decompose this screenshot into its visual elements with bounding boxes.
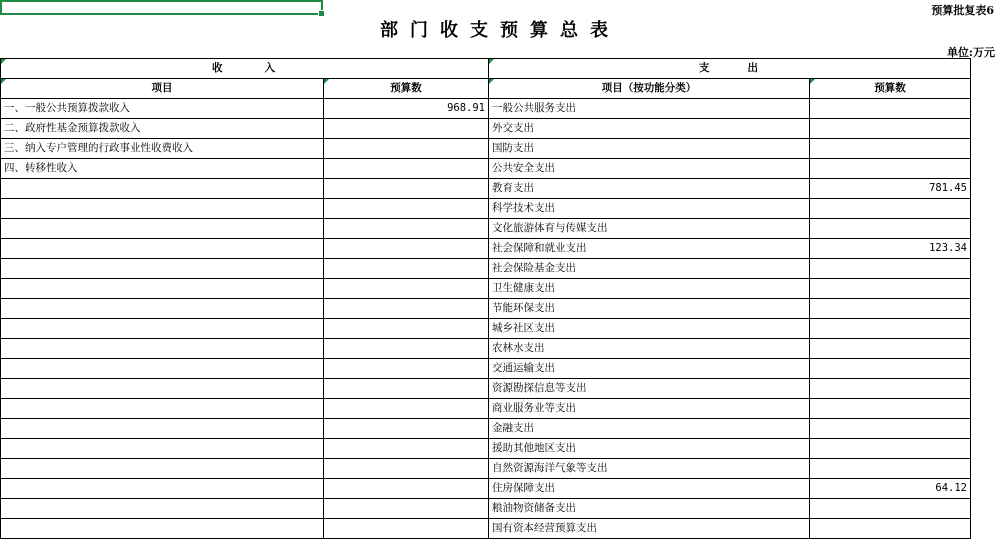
expense-amount-cell[interactable] [810,99,971,119]
income-amount-cell[interactable] [324,239,489,259]
table-row [1,219,971,239]
section-header-row [1,59,971,79]
header-expense-item[interactable]: 项目（按功能分类） [489,79,810,99]
expense-amount-cell[interactable]: 64.12 [810,479,971,499]
expense-amount-cell[interactable]: 123.34 [810,239,971,259]
expense-item-cell[interactable]: 农林水支出 [489,339,810,359]
income-amount-cell[interactable] [324,399,489,419]
expense-item-cell[interactable]: 商业服务业等支出 [489,399,810,419]
income-amount-cell[interactable] [324,519,489,539]
table-row [1,459,971,479]
expense-amount-cell[interactable] [810,299,971,319]
income-item-cell[interactable]: 一、一般公共预算拨款收入 [1,99,324,119]
expense-amount-cell[interactable] [810,519,971,539]
income-amount-cell[interactable] [324,139,489,159]
table-row [1,419,971,439]
income-item-cell[interactable] [1,179,324,199]
expense-item-cell[interactable]: 社会保险基金支出 [489,259,810,279]
expense-amount-cell[interactable] [810,279,971,299]
expense-item-cell[interactable]: 节能环保支出 [489,299,810,319]
section-expense[interactable]: 支 出 [489,59,971,79]
income-amount-cell[interactable] [324,479,489,499]
comment-marker [1,79,6,84]
expense-amount-cell[interactable] [810,199,971,219]
income-item-cell[interactable] [1,259,324,279]
expense-item-cell[interactable]: 交通运输支出 [489,359,810,379]
income-item-cell[interactable]: 三、纳入专户管理的行政事业性收费收入 [1,139,324,159]
income-amount-cell[interactable] [324,159,489,179]
table-row [1,519,971,539]
income-amount-cell[interactable] [324,339,489,359]
income-item-cell[interactable] [1,439,324,459]
table-row [1,499,971,519]
income-item-cell[interactable] [1,379,324,399]
table-row [1,399,971,419]
income-amount-cell[interactable] [324,279,489,299]
expense-item-cell[interactable]: 社会保障和就业支出 [489,239,810,259]
unit-label: 单位:万元 [946,46,995,59]
expense-item-cell[interactable]: 金融支出 [489,419,810,439]
expense-item-cell[interactable]: 住房保障支出 [489,479,810,499]
income-item-cell[interactable] [1,279,324,299]
form-code: 预算批复表6 [931,4,994,17]
income-item-cell[interactable] [1,339,324,359]
header-income-amount[interactable]: 预算数 [324,79,489,99]
income-amount-cell[interactable] [324,119,489,139]
income-amount-cell[interactable] [324,179,489,199]
table-row [1,339,971,359]
expense-item-cell[interactable]: 教育支出 [489,179,810,199]
column-header-row [1,79,971,99]
expense-amount-cell[interactable] [810,319,971,339]
expense-item-cell[interactable]: 一般公共服务支出 [489,99,810,119]
income-amount-cell[interactable] [324,319,489,339]
table-row [1,319,971,339]
selected-cell[interactable] [0,0,323,15]
comment-marker [810,79,815,84]
expense-amount-cell[interactable] [810,439,971,459]
expense-item-cell[interactable]: 粮油物资储备支出 [489,499,810,519]
income-item-cell[interactable] [1,239,324,259]
expense-amount-cell[interactable] [810,139,971,159]
page-title: 部门收支预算总表 [380,20,620,41]
expense-amount-cell[interactable] [810,499,971,519]
expense-item-cell[interactable]: 国防支出 [489,139,810,159]
expense-item-cell[interactable]: 科学技术支出 [489,199,810,219]
expense-item-cell[interactable]: 公共安全支出 [489,159,810,179]
table-row [1,239,971,259]
table-row [1,119,971,139]
income-item-cell[interactable]: 二、政府性基金预算拨款收入 [1,119,324,139]
table-row [1,359,971,379]
income-item-cell[interactable] [1,479,324,499]
expense-amount-cell[interactable] [810,119,971,139]
income-amount-cell[interactable] [324,199,489,219]
table-row [1,299,971,319]
income-item-cell[interactable] [1,419,324,439]
header-income-item[interactable]: 项目 [1,79,324,99]
income-item-cell[interactable] [1,359,324,379]
table-row [1,259,971,279]
comment-marker [489,79,494,84]
income-item-cell[interactable] [1,399,324,419]
expense-item-cell[interactable]: 资源勘探信息等支出 [489,379,810,399]
expense-amount-cell[interactable] [810,339,971,359]
income-item-cell[interactable] [1,199,324,219]
expense-amount-cell[interactable] [810,159,971,179]
expense-item-cell[interactable]: 外交支出 [489,119,810,139]
expense-amount-cell[interactable] [810,359,971,379]
income-amount-cell[interactable]: 968.91 [324,99,489,119]
expense-item-cell[interactable]: 国有资本经营预算支出 [489,519,810,539]
expense-item-cell[interactable]: 自然资源海洋气象等支出 [489,459,810,479]
income-amount-cell[interactable] [324,259,489,279]
expense-amount-cell[interactable] [810,419,971,439]
income-amount-cell[interactable] [324,439,489,459]
expense-amount-cell[interactable] [810,379,971,399]
income-amount-cell[interactable] [324,459,489,479]
budget-table [0,58,971,539]
income-item-cell[interactable] [1,319,324,339]
income-amount-cell[interactable] [324,499,489,519]
income-item-cell[interactable] [1,499,324,519]
header-expense-amount[interactable]: 预算数 [810,79,971,99]
income-item-cell[interactable] [1,219,324,239]
income-amount-cell[interactable] [324,379,489,399]
table-row [1,479,971,499]
income-amount-cell[interactable] [324,299,489,319]
table-row [1,279,971,299]
expense-item-cell[interactable]: 援助其他地区支出 [489,439,810,459]
table-row [1,99,971,119]
expense-amount-cell[interactable]: 781.45 [810,179,971,199]
expense-item-cell[interactable]: 文化旅游体育与传媒支出 [489,219,810,239]
expense-amount-cell[interactable] [810,219,971,239]
table-row [1,439,971,459]
section-income[interactable]: 收 入 [1,59,489,79]
table-row [1,379,971,399]
expense-amount-cell[interactable] [810,259,971,279]
expense-amount-cell[interactable] [810,399,971,419]
comment-marker [1,59,6,64]
income-item-cell[interactable]: 四、转移性收入 [1,159,324,179]
expense-item-cell[interactable]: 卫生健康支出 [489,279,810,299]
income-amount-cell[interactable] [324,219,489,239]
income-amount-cell[interactable] [324,419,489,439]
comment-marker [324,79,329,84]
income-item-cell[interactable] [1,299,324,319]
table-row [1,179,971,199]
income-item-cell[interactable] [1,519,324,539]
table-row [1,199,971,219]
income-amount-cell[interactable] [324,359,489,379]
income-item-cell[interactable] [1,459,324,479]
comment-marker [489,59,494,64]
table-row [1,139,971,159]
expense-item-cell[interactable]: 城乡社区支出 [489,319,810,339]
table-row [1,159,971,179]
expense-amount-cell[interactable] [810,459,971,479]
